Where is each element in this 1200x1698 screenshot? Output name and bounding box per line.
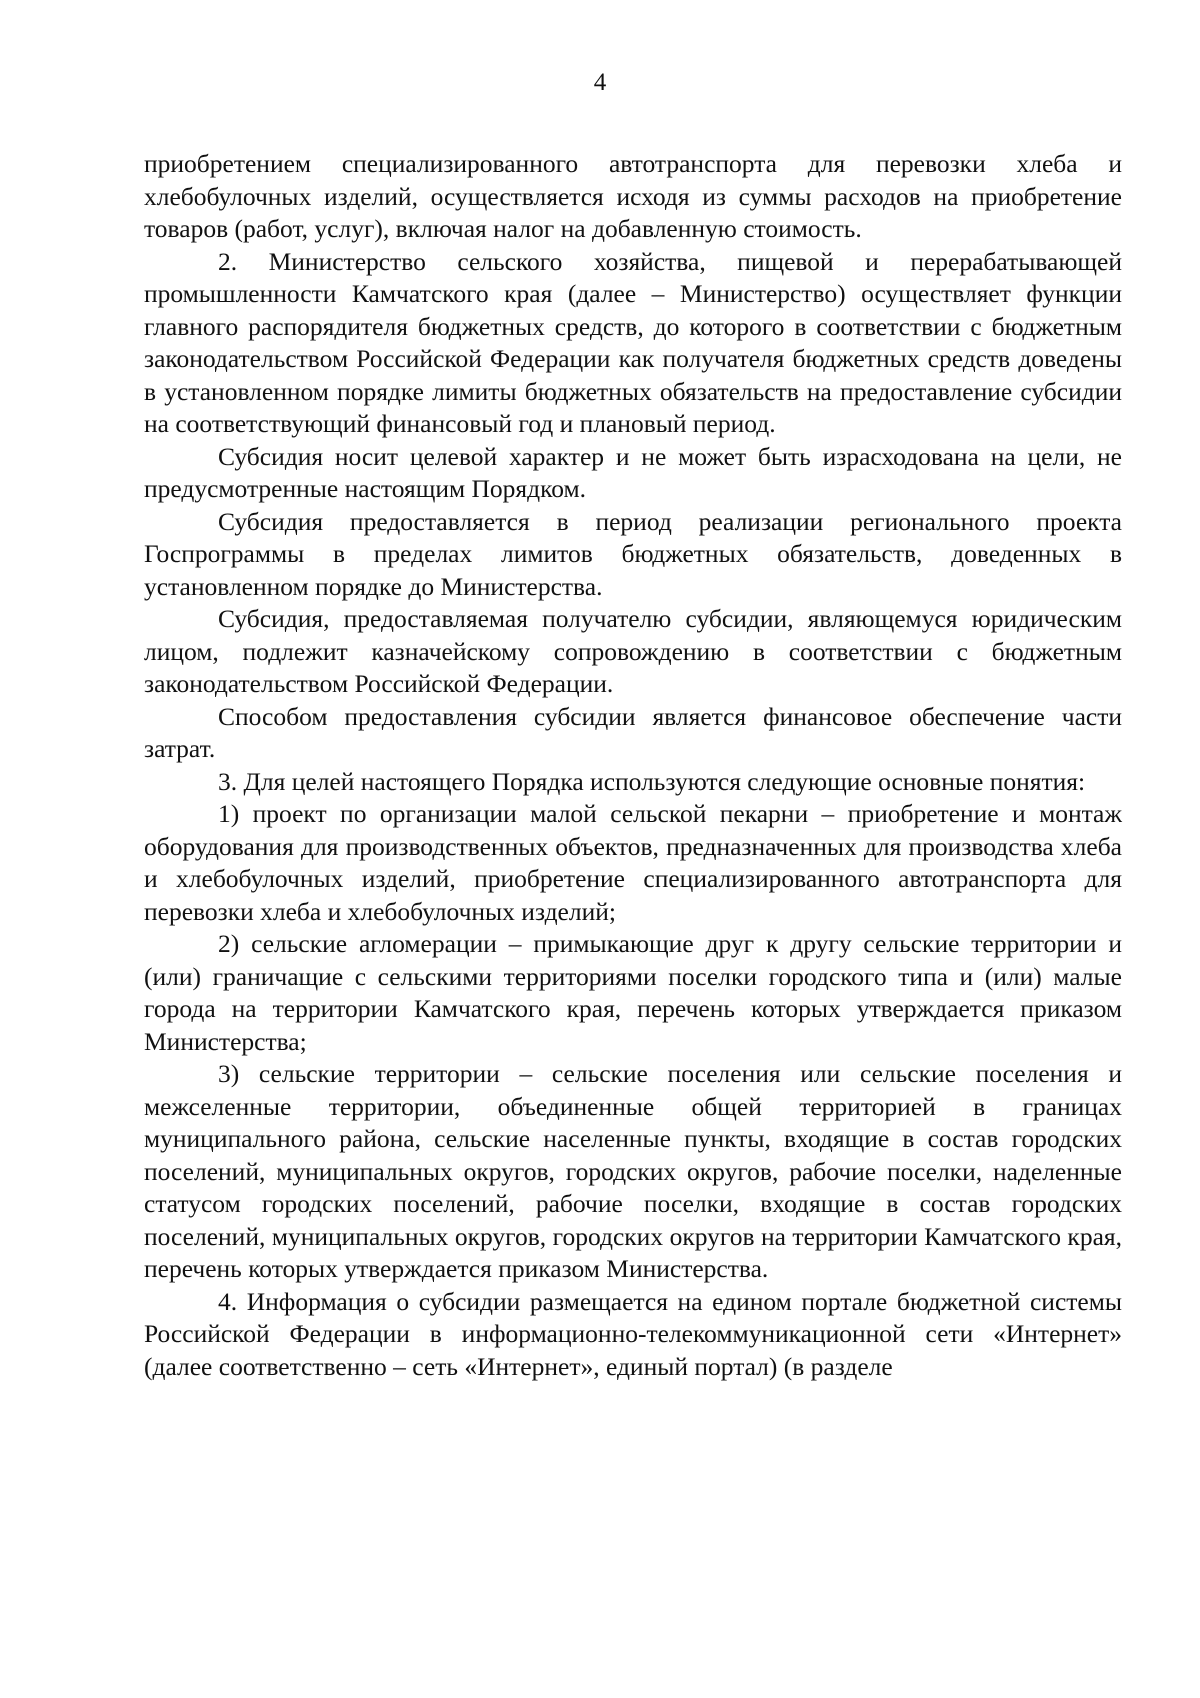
- paragraph-treasury-support: Субсидия, предоставляемая получателю субсидии, являющемуся юридическим лицом, подлежит казначейскому сопровождению в соответствии с бюджетным законодательством Российской Федерации.: [144, 604, 1122, 698]
- paragraph-definition-2: 2) сельские агломерации – примыкающие друг к другу сельские территории и (или) граничащие с сельскими территориями поселки городского типа и (или) малые города на территории Камчатского края, перечень которых утверждается приказом Министерства;: [144, 929, 1122, 1056]
- paragraph-clause-3: 3. Для целей настоящего Порядка используются следующие основные понятия:: [218, 766, 1086, 796]
- paragraph-provision-method: Способом предоставления субсидии является финансовое обеспечение части затрат.: [144, 701, 1122, 763]
- paragraph-continuation: приобретением специализированного автотранспорта для перевозки хлеба и хлебобулочных изделий, осуществляется исходя из суммы расходов на приобретение товаров (работ, услуг), включая налог на добавленную стоимость.: [144, 149, 1122, 243]
- paragraph-clause-2: 2. Министерство сельского хозяйства, пищевой и перерабатывающей промышленности Камчатского края (далее – Министерство) осуществляет функции главного распорядителя бюджетных средств, до которого в соответствии с бюджетным законодательством Российской Федерации как получателя бюджетных средств доведены в установленном порядке лимиты бюджетных обязательств на предоставление субсидии на соответствующий финансовый год и плановый период.: [144, 246, 1122, 438]
- page-number: 4: [593, 69, 607, 96]
- paragraph-subsidy-purpose: Субсидия носит целевой характер и не может быть израсходована на цели, не предусмотренные настоящим Порядком.: [144, 441, 1122, 503]
- document-body: [144, 148, 1122, 1383]
- paragraph-definition-3: 3) сельские территории – сельские поселения или сельские поселения и межселенные территории, объединенные общей территорией в границах муниципального района, сельские населенные пункты, входящие в состав городских поселений, муниципальных округов, городских округов, рабочие поселки, наделенные статусом городских поселений, рабочие поселки, входящие в состав городских поселений, муниципальных округов, городских округов на территории Камчатского края, перечень которых утверждается приказом Министерства.: [144, 1059, 1122, 1283]
- paragraph-clause-4: 4. Информация о субсидии размещается на едином портале бюджетной системы Российской Федерации в информационно-телекоммуникационной сети «Интернет» (далее соответственно – сеть «Интернет», единый портал) (в разделе: [144, 1286, 1122, 1381]
- paragraph-definition-1: 1) проект по организации малой сельской пекарни – приобретение и монтаж оборудования для производственных объектов, предназначенных для производства хлеба и хлебобулочных изделий, приобретение специализированного автотранспорта для перевозки хлеба и хлебобулочных изделий;: [144, 799, 1122, 926]
- paragraph-subsidy-period: Субсидия предоставляется в период реализации регионального проекта Госпрограммы в пределах лимитов бюджетных обязательств, доведенных в установленном порядке до Министерства.: [144, 506, 1122, 601]
